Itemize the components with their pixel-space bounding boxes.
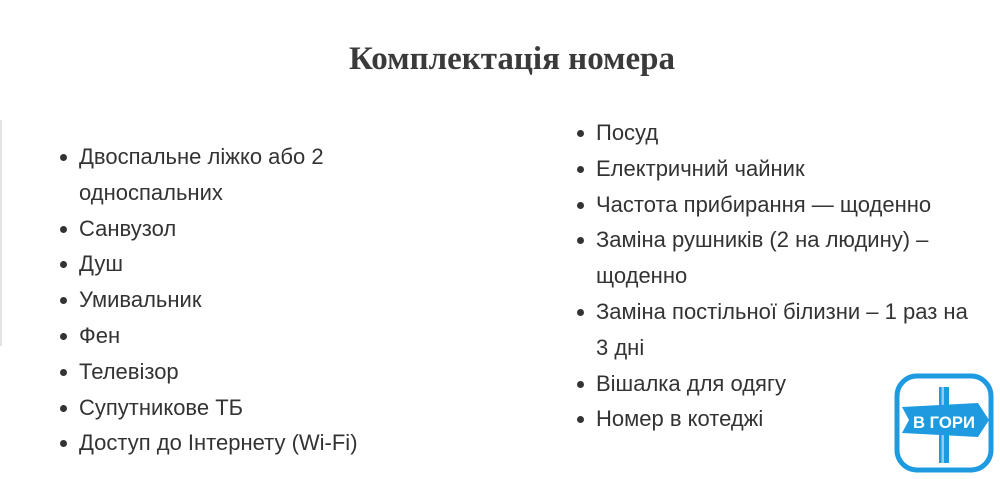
page-title: Комплектація номера <box>348 41 676 78</box>
features-list-left <box>58 139 388 461</box>
list-item: Телевізор <box>58 354 388 390</box>
list-item: Номер в котеджі <box>575 401 985 437</box>
list-item: Супутникове ТБ <box>58 390 388 426</box>
signpost-icon <box>894 373 994 473</box>
list-item: Електричний чайник <box>575 151 985 187</box>
list-item: Заміна постільної білизни – 1 раз на 3 дні <box>575 294 985 366</box>
list-item: Двоспальне ліжко або 2 односпальних <box>58 139 388 211</box>
list-item: Доступ до Інтернету (Wi-Fi) <box>58 425 388 461</box>
scroll-to-top-button[interactable] <box>894 373 994 473</box>
list-item: Умивальник <box>58 282 388 318</box>
scroll-top-label: В ГОРИ <box>913 413 975 432</box>
list-item: Фен <box>58 318 388 354</box>
list-item: Частота прибирання — щоденно <box>575 187 985 223</box>
list-item: Заміна рушників (2 на людину) – щоденно <box>575 222 985 294</box>
left-divider <box>0 120 2 346</box>
list-item: Посуд <box>575 115 985 151</box>
list-item: Вішалка для одягу <box>575 366 985 402</box>
list-item: Душ <box>58 246 388 282</box>
list-item: Санвузол <box>58 211 388 247</box>
